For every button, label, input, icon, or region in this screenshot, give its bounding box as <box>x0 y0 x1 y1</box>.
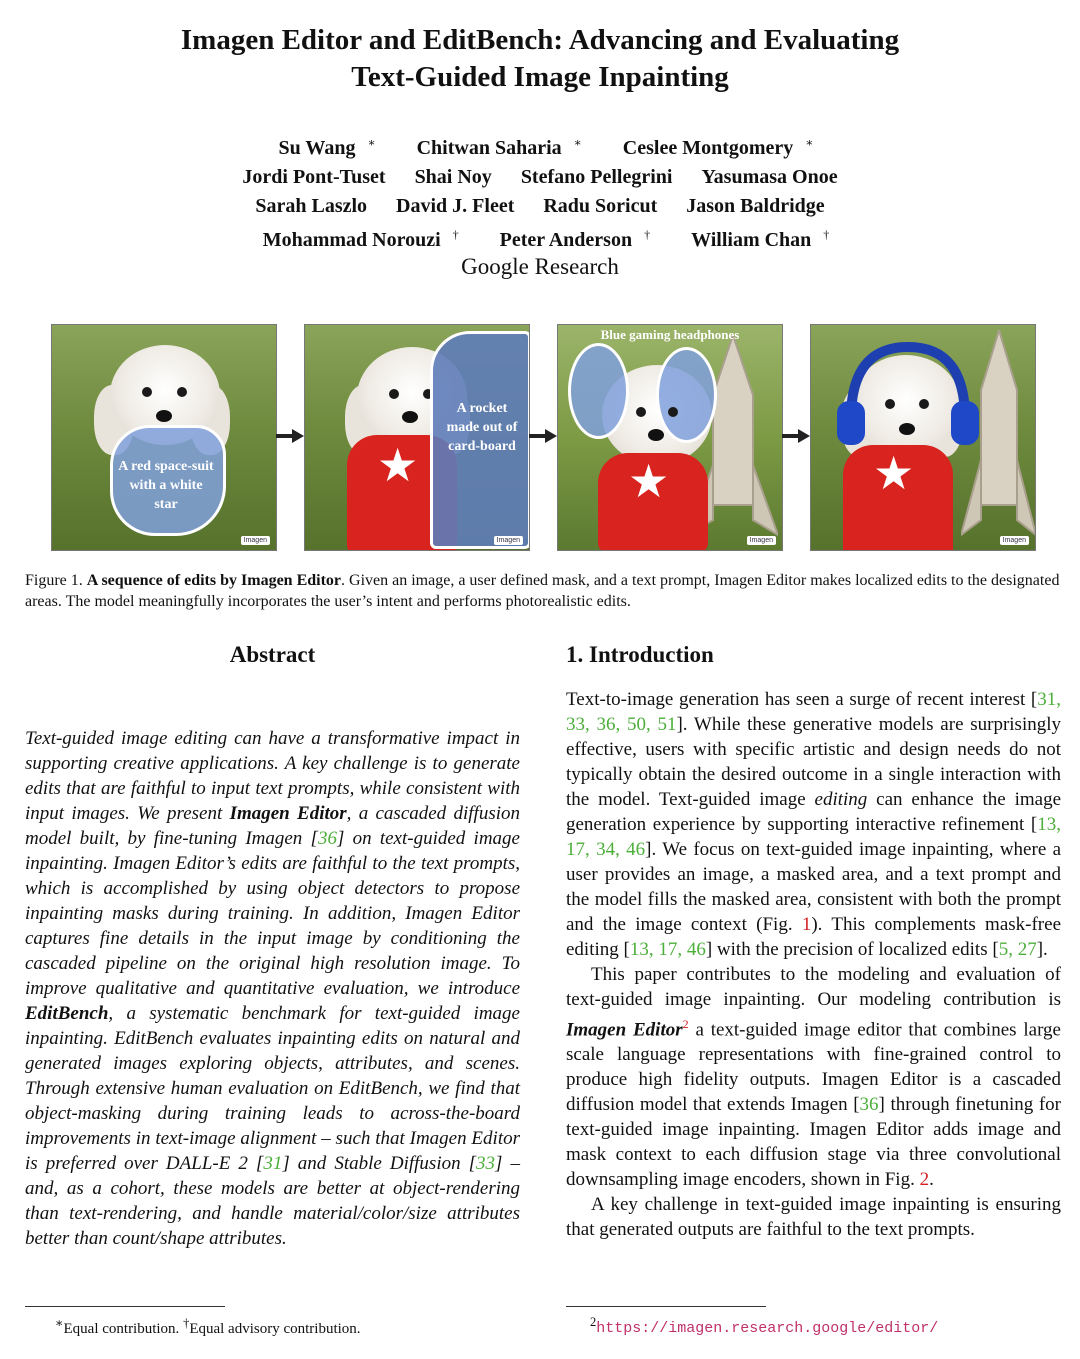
author: Sarah Laszlo <box>255 194 368 217</box>
arrow-right-icon <box>782 428 810 444</box>
caption-text: . Given an image, a user defined mask, and a text prompt, Imagen Editor makes localized edits to the designated areas. The model meaningfully incorporates the user’s intent and performs photorealistic edits. <box>25 572 1060 610</box>
author: Su Wang <box>278 136 356 159</box>
imagen-watermark: Imagen <box>747 536 776 545</box>
author-row-2 <box>0 163 1080 192</box>
title-line-1: Imagen Editor and EditBench: Advancing and Evaluating <box>180 24 900 56</box>
dog-eye <box>142 387 152 397</box>
figure-panel-1 <box>51 324 277 551</box>
arrow-right-icon <box>529 428 557 444</box>
mask-prompt: A rocket made out of card-board <box>446 401 518 454</box>
dog-nose <box>899 423 915 435</box>
figure-ref-link[interactable]: 1 <box>801 914 812 935</box>
citation-link[interactable]: 5, 27 <box>998 939 1037 960</box>
author-row-4: Mohammad Norouzi † Peter Anderson † William Chan † <box>262 227 830 252</box>
author: William Chan <box>691 229 812 252</box>
mask-prompt: Blue gaming headphones <box>600 327 740 342</box>
intro-paragraph-1: Text-to-image generation has seen a surge of recent interest [31, 33, 36, 50, 51]. While these generative models are surprisingly effective, users with specific artistic and design needs do not typically obtain the desired outcome in a single interaction with the model. Text-guided image editing can enhance the image generation experience by supporting interactive refinement [13, 17, 34, 46]. We focus on text-guided image inpainting, where a user provides an image, a masked area, and a text prompt and the model fills the masked area, consistent with both the prompt and the image context (Fig. 1). This complements mask-free editing [13, 17, 46] with the precision of localized edits [5, 27]. <box>566 689 1062 960</box>
citation-link[interactable]: 13, 17, 46 <box>629 939 706 960</box>
author: Stefano Pellegrini <box>520 165 673 188</box>
author: Mohammad Norouzi <box>262 229 441 252</box>
author: Ceslee Montgomery <box>622 136 794 159</box>
introduction-body <box>566 687 1061 1242</box>
author-row-1: Su Wang ∗ Chitwan Saharia ∗ Ceslee Montgomery ∗ <box>278 135 814 159</box>
author-list <box>0 128 1080 255</box>
author: Radu Soricut <box>543 194 658 217</box>
dog-nose <box>156 410 172 422</box>
dog-eye <box>636 407 646 417</box>
citation-link[interactable]: 36 <box>317 828 337 849</box>
dog-eye <box>919 399 929 409</box>
title-line-2: Text-Guided Image Inpainting <box>351 61 729 93</box>
dog-nose <box>402 411 418 423</box>
star-icon: ★ <box>873 448 915 499</box>
dog-nose <box>648 429 664 441</box>
star-icon: ★ <box>377 440 419 491</box>
abstract-paragraph: Text-guided image editing can have a transformative impact in supporting creative applications. A key challenge is to generate edits that are faithful to input text prompts, while consistent with input images. We present Imagen Editor, a cascaded diffusion model built, by fine-tuning Imagen [36] on text-guided image inpainting. Imagen Editor’s edits are faithful to the text prompts, which is accomplished by using object detectors to propose inpainting masks during training. In addition, Imagen Editor captures fine details in the input image by conditioning the cascaded pipeline on the original high resolution image. To improve qualitative and quantitative evaluation, we introduce EditBench, a systematic benchmark for text-guided image inpainting. EditBench evaluates inpainting edits on natural and generated images exploring objects, attributes, and scenes. Through extensive human evaluation on EditBench, we find that object-masking during training leads to across-the-board improvements in text-image alignment – such that Imagen Editor is preferred over DALL-E 2 [31] and Stable Diffusion [33] – and, as a cohort, these models are better at object-rendering than text-rendering, and handle material/color/size attributes better than count/shape attributes. <box>25 728 520 1249</box>
figure-caption <box>25 570 1061 612</box>
author: Peter Anderson <box>499 229 633 252</box>
paper-title <box>0 22 1080 96</box>
affiliation: Google Research <box>461 254 619 279</box>
arrow-right-icon <box>276 428 304 444</box>
inpaint-mask <box>568 343 629 439</box>
author: Chitwan Saharia <box>416 136 562 159</box>
intro-paragraph-3: A key challenge in text-guided image inpainting is ensuring that generated outputs are faithful to the text prompts. <box>566 1194 1061 1241</box>
inpaint-mask <box>656 347 717 443</box>
author: Jason Baldridge <box>686 194 825 217</box>
figure-panel-3 <box>557 324 783 551</box>
star-icon: ★ <box>628 456 670 507</box>
citation-link[interactable]: 31, 33, 36, 50, 51 <box>566 689 1061 735</box>
dog-eye <box>668 407 678 417</box>
caption-bold: A sequence of edits by Imagen Editor <box>86 572 342 589</box>
abstract-heading: Abstract <box>229 642 316 667</box>
figure-panel-4 <box>810 324 1036 551</box>
introduction-heading: 1. Introduction <box>566 642 714 667</box>
citation-link[interactable]: 36 <box>859 1094 879 1116</box>
dog-eye <box>177 387 187 397</box>
footnote-divider <box>25 1306 225 1307</box>
footnote-contribution: ∗Equal contribution. †Equal advisory contribution. <box>55 1316 361 1337</box>
imagen-watermark: Imagen <box>494 536 523 545</box>
imagen-watermark: Imagen <box>1000 536 1029 545</box>
caption-label: Figure 1. <box>25 572 83 589</box>
dog-eye <box>885 399 895 409</box>
figure-ref-link[interactable]: 2 <box>919 1169 930 1191</box>
footnote-divider <box>566 1306 766 1307</box>
author-row-3 <box>0 192 1080 221</box>
citation-link[interactable]: 33 <box>476 1153 496 1174</box>
mask-prompt: A red space-suit with a white star <box>118 459 214 512</box>
project-url-link[interactable]: https://imagen.research.google/editor/ <box>596 1320 939 1337</box>
dog-eye <box>389 389 399 399</box>
author: Shai Noy <box>414 165 492 188</box>
author: David J. Fleet <box>396 194 515 217</box>
abstract-body <box>25 726 520 1251</box>
citation-link[interactable]: 31 <box>263 1153 283 1174</box>
citation-link[interactable]: 13, 17, 34, 46 <box>566 814 1061 860</box>
author: Jordi Pont-Tuset <box>242 165 386 188</box>
figure-panel-2 <box>304 324 530 551</box>
intro-paragraph-2: This paper contributes to the modeling and evaluation of text-guided image inpainting. Our modeling contribution is Imagen Editor$^2$ a text-guided image editor that combines large scale language representations with fine-grained control to produce high fidelity outputs. Imagen Editor is a cascaded diffusion model that extends Imagen [36] through finetuning for text-guided image inpainting. Imagen Editor adds image and mask context to each diffusion stage via three convolutional downsampling image encoders, shown in Fig. 2. <box>566 964 1062 1191</box>
footnote-ref-link[interactable]: 2 <box>682 1017 689 1031</box>
author: Yasumasa Onoe <box>701 165 838 188</box>
imagen-watermark: Imagen <box>241 536 270 545</box>
footnote-url: $^2$https://imagen.research.google/editor/ <box>590 1315 939 1337</box>
